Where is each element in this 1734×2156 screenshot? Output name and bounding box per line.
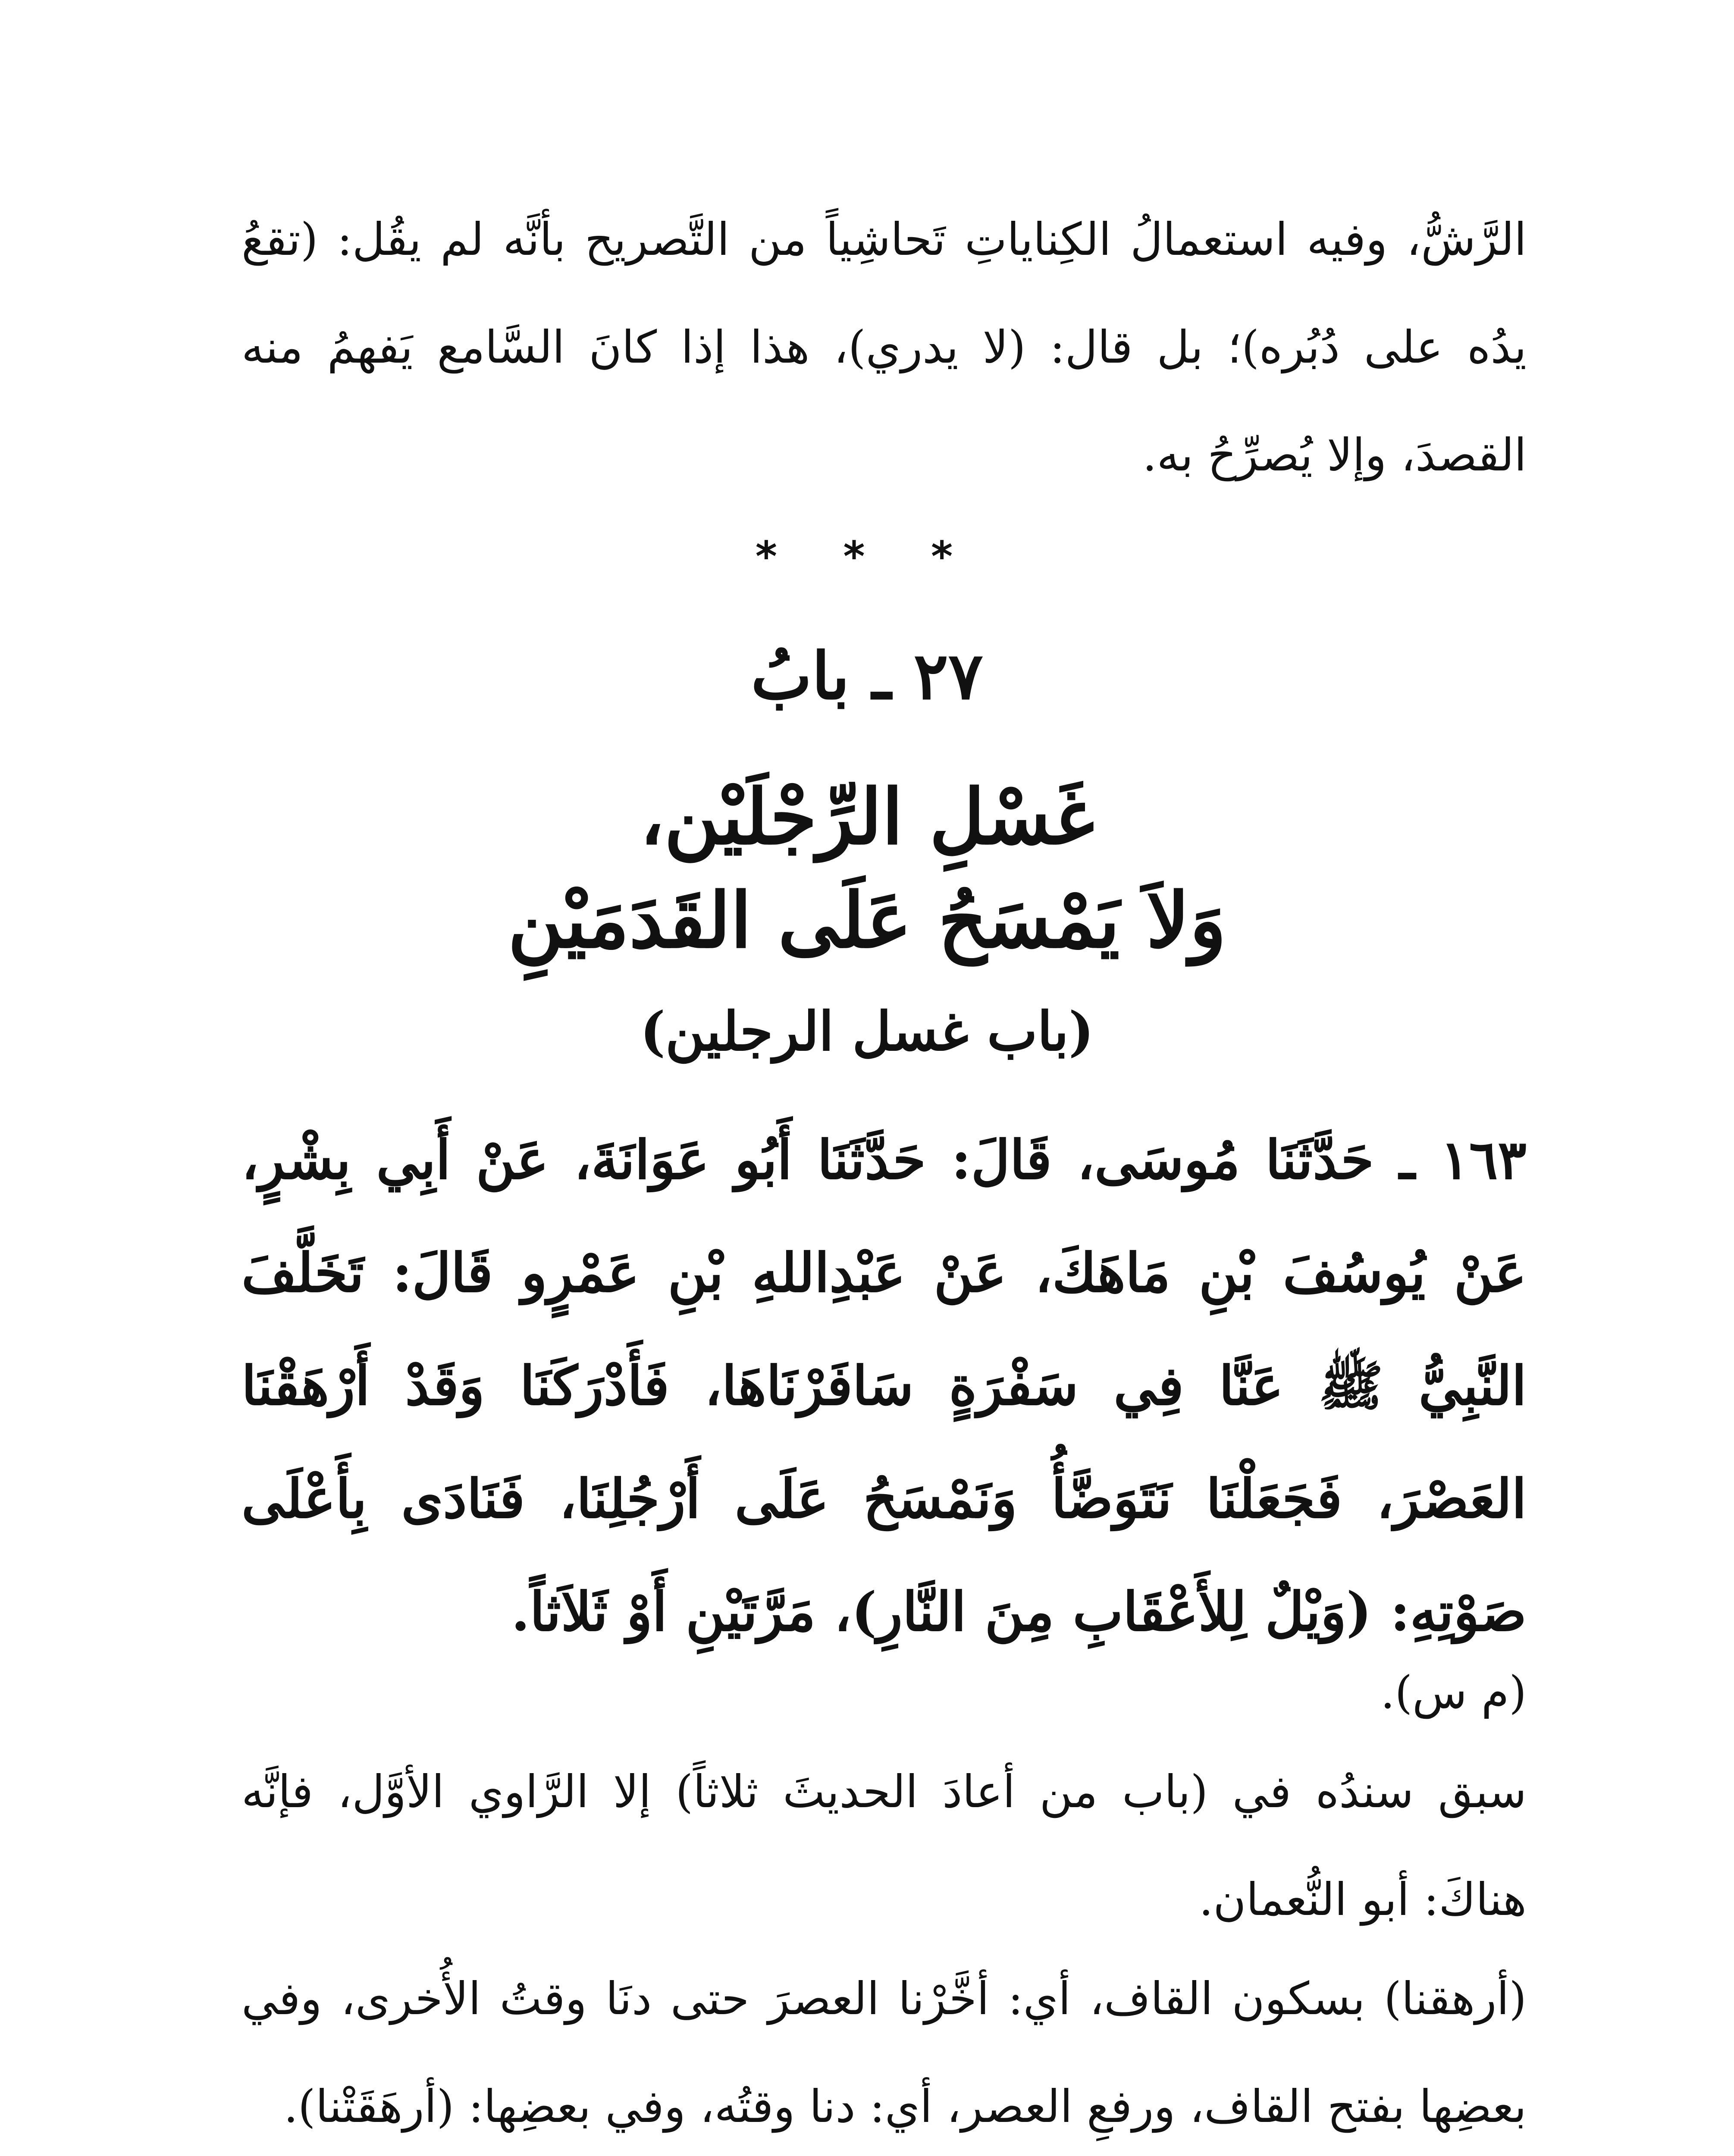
section-separator-top: * * * bbox=[755, 533, 979, 581]
hadith-163-text: ١٦٣ ـ حَدَّثَنَا مُوسَى، قَالَ: حَدَّثَنَا أَبُو عَوَانَةَ، عَنْ أَبِي بِشْرٍ، عَنْ يُوسُفَ بْنِ مَاهَكَ، عَنْ عَبْدِاللهِ بْنِ عَمْرٍو قَالَ: تَخَلَّفَ النَّبِيُّ ﷺ عَنَّا فِي سَفْرَةٍ سَافَرْنَاهَا، فَأَدْرَكَنَا وَقَدْ أَرْهَقْنَا العَصْرَ، فَجَعَلْنَا نَتَوَضَّأُ وَنَمْسَحُ عَلَى أَرْجُلِنَا، فَنَادَى بِأَعْلَى صَوْتِهِ: (وَيْلٌ لِلأَعْقَابِ مِنَ النَّارِ)، مَرَّتَيْنِ أَوْ ثَلاَثاً. bbox=[241, 1129, 1527, 1643]
hadith-source-symbols: (م س). bbox=[1380, 1666, 1527, 1719]
commentary-chain-note: سبق سندُه في (باب من أعادَ الحديثَ ثلاثاً) إلا الرَّاوي الأوَّل، فإنَّه هناكَ: أبو النُّعمان. bbox=[241, 1765, 1527, 1926]
chapter-title-line-2: وَلاَ يَمْسَحُ عَلَى القَدَمَيْنِ bbox=[508, 876, 1226, 965]
chapter-title-line-1: غَسْلِ الرِّجْلَيْن، bbox=[640, 772, 1094, 862]
chapter-subtitle: (باب غسل الرجلين) bbox=[640, 1000, 1094, 1063]
intro-paragraph: الرَّشُّ، وفيه استعمالُ الكِناياتِ تَحاشِياً من التَّصريح بأنَّه لم يقُل: (تقعُ يدُه على دُبُره)؛ بل قال: (لا يدري)، هذا إذا كانَ السَّامع يَفهمُ منه القصدَ، وإلا يُصرِّحُ به. bbox=[241, 213, 1527, 481]
chapter-number: ٢٧ ـ بابُ bbox=[751, 638, 983, 714]
commentary-word-note: (أرهقنا) بسكون القاف، أي: أخَّرْنا العصرَ حتى دنَا وقتُ الأُخرى، وفي بعضِها بفتح القاف، ورفعِ العصر، أي: دنا وقتُه، وفي بعضِها: (أرهَقَتْنا). bbox=[241, 1972, 1527, 2133]
